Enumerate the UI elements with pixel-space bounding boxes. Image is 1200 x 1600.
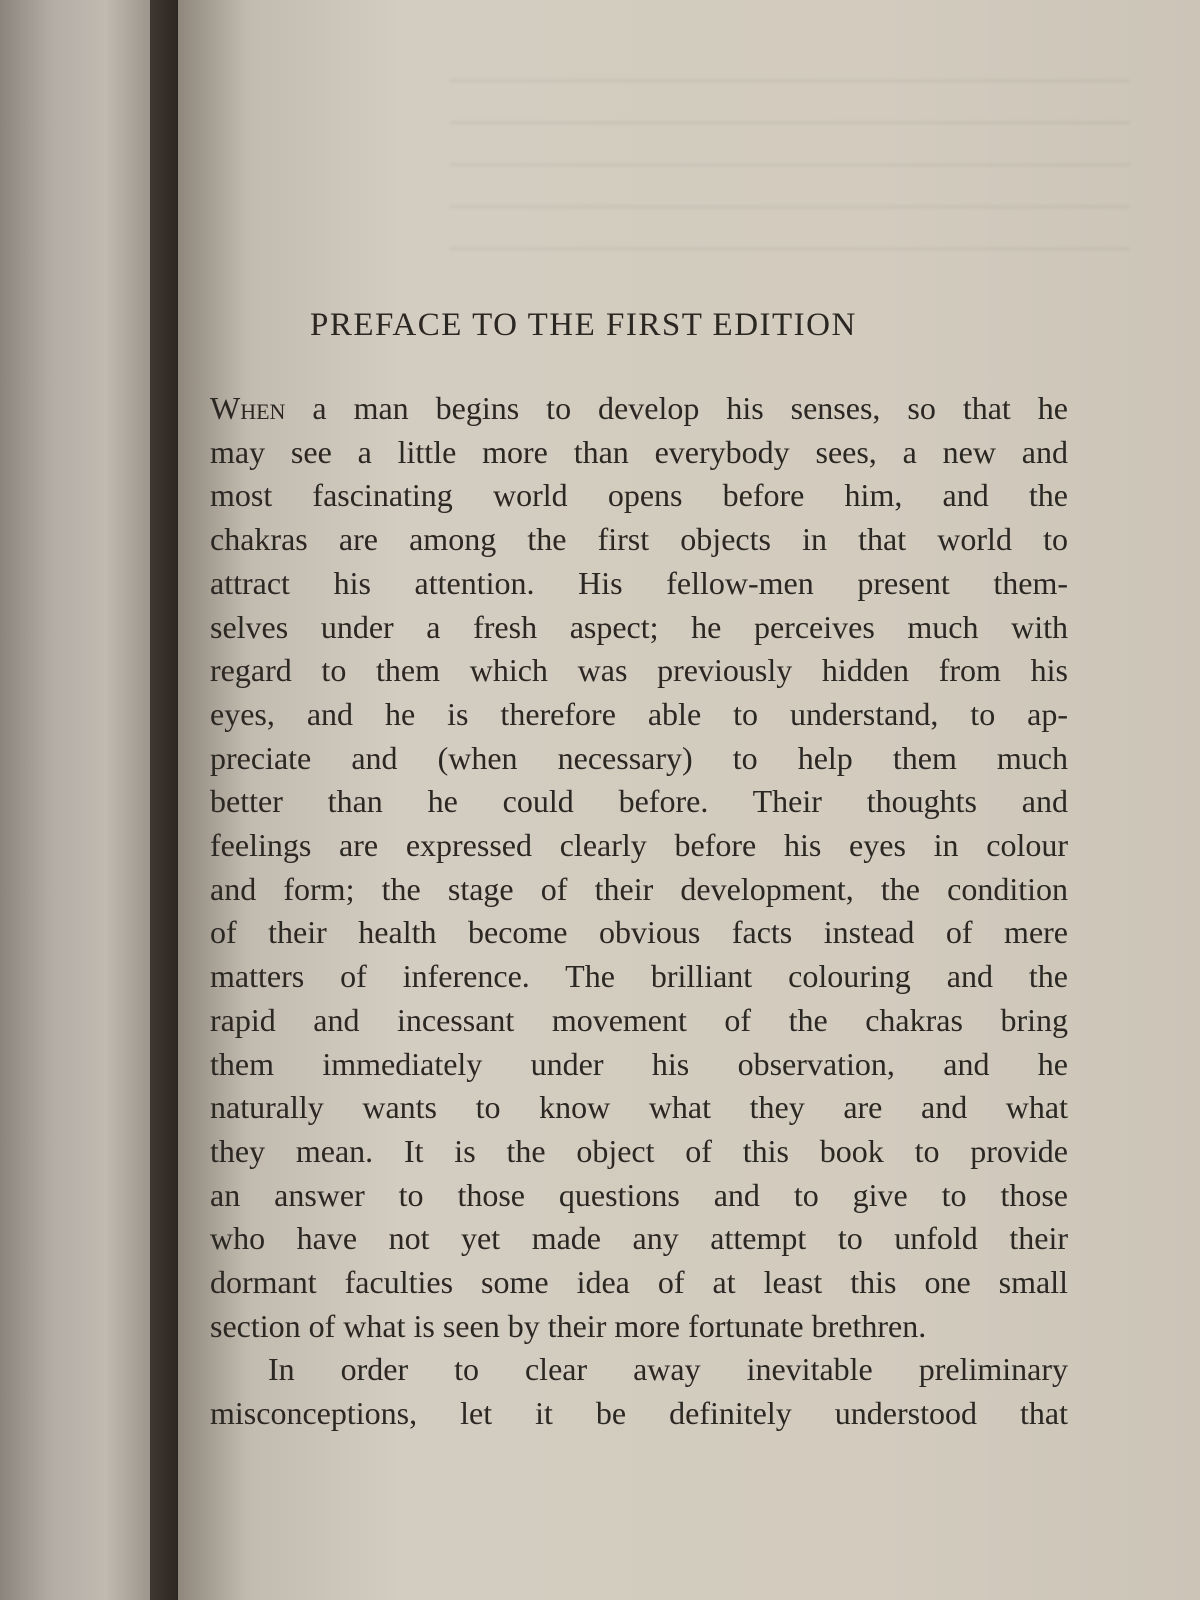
text-line: selves under a fresh aspect; he perceives much with (210, 608, 1068, 645)
text-line: section of what is seen by their more fortunate brethren. (210, 1307, 927, 1344)
text-line: rapid and incessant movement of the chakras bring (210, 1001, 1068, 1038)
text-line: better than he could before. Their thoughts and (210, 783, 1068, 820)
text-line-rest: a man begins to develop his senses, so that he (285, 390, 1068, 426)
left-page-edge (0, 0, 150, 1600)
text-line: misconceptions, let it be definitely understood that (210, 1395, 1068, 1432)
text-line: regard to them which was previously hidden from his (210, 652, 1068, 689)
text-line: chakras are among the first objects in that world to (210, 521, 1068, 558)
text-line: them immediately under his observation, and he (210, 1045, 1068, 1082)
text-line: an answer to those questions and to give to those (210, 1176, 1068, 1213)
page-text-block (210, 305, 1068, 1436)
text-line: dormant faculties some idea of at least this one small (210, 1264, 1068, 1301)
text-line: of their health become obvious facts instead of mere (210, 914, 1068, 951)
text-line: naturally wants to know what they are and what (210, 1089, 1068, 1126)
text-line: who have not yet made any attempt to unfold their (210, 1220, 1068, 1257)
text-line: feelings are expressed clearly before his eyes in colour (210, 827, 1068, 864)
text-line: attract his attention. His fellow-men present them- (210, 564, 1068, 601)
opening-word-small-caps: When (210, 390, 286, 426)
text-line: and form; the stage of their development, the condition (210, 870, 1068, 907)
text-line: most fascinating world opens before him, and the (210, 477, 1068, 514)
page-title: PREFACE TO THE FIRST EDITION (310, 307, 857, 343)
paragraph-2 (210, 1348, 1068, 1435)
text-line: they mean. It is the object of this book to provide (210, 1132, 1068, 1169)
text-line: matters of inference. The brilliant colouring and the (210, 958, 1068, 995)
paragraph-1 (210, 387, 1068, 1348)
text-line: In order to clear away inevitable preliminary (268, 1351, 1068, 1388)
text-line (210, 387, 1068, 431)
text-line: preciate and (when necessary) to help them much (210, 739, 1068, 776)
text-line: eyes, and he is therefore able to understand, to ap- (210, 695, 1068, 732)
text-line: may see a little more than everybody sees, a new and (210, 433, 1068, 470)
